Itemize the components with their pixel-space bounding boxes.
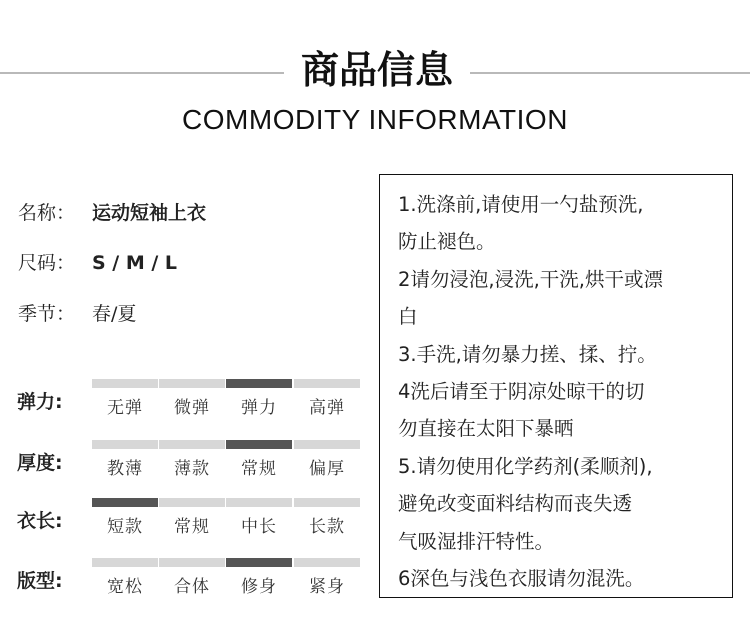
attribute-option [226, 558, 292, 598]
option-label: 紧身 [309, 577, 345, 597]
page-subtitle: COMMODITY INFORMATION [182, 104, 568, 135]
title-rule-right [470, 72, 750, 74]
option-bar-selected [226, 440, 292, 449]
option-bar [226, 498, 292, 507]
option-bar [159, 379, 225, 388]
option-label: 偏厚 [309, 459, 345, 479]
attribute-option [92, 440, 158, 480]
care-note-line: 勿直接在太阳下暴晒 [398, 417, 574, 441]
attribute-option [159, 440, 225, 480]
care-note-line: 避免改变面料结构而丧失透 [398, 492, 633, 516]
option-bar [294, 498, 360, 507]
info-value: 运动短袖上衣 [92, 202, 207, 224]
option-label: 弹力 [241, 398, 277, 418]
info-label: 季节： [18, 303, 76, 325]
attribute-option [159, 379, 225, 419]
option-bar [294, 440, 360, 449]
info-value: S / M / L [92, 252, 178, 274]
attribute-option [294, 379, 360, 419]
attribute-label: 版型: [17, 570, 63, 592]
attribute-option [159, 558, 225, 598]
care-note-line: 3.手洗,请勿暴力搓、揉、拧。 [398, 342, 657, 366]
attribute-label: 衣长: [17, 510, 63, 532]
attribute-label: 厚度: [17, 452, 63, 474]
page-title: 商品信息 [300, 47, 453, 92]
attribute-option [92, 558, 158, 598]
option-label: 常规 [174, 517, 210, 537]
care-instructions-box [379, 174, 733, 598]
care-note-line: 防止褪色。 [398, 230, 496, 254]
option-label: 常规 [241, 459, 277, 479]
title-rule-left [0, 72, 284, 74]
option-bar [159, 498, 225, 507]
option-label: 中长 [241, 517, 277, 537]
option-label: 教薄 [107, 459, 143, 479]
option-bar-selected [226, 379, 292, 388]
option-bar [92, 379, 158, 388]
option-bar [92, 440, 158, 449]
attribute-option [226, 379, 292, 419]
info-value: 春/夏 [92, 303, 137, 325]
care-note-line: 5.请勿使用化学药剂(柔顺剂), [398, 454, 653, 478]
option-label: 长款 [309, 517, 345, 537]
attribute-option [294, 498, 360, 538]
care-note-line: 2请勿浸泡,浸洗,干洗,烘干或漂 [398, 267, 664, 291]
attribute-option [92, 379, 158, 419]
option-bar-selected [226, 558, 292, 567]
option-bar-selected [92, 498, 158, 507]
attribute-label: 弹力: [17, 391, 63, 413]
care-instructions-text [398, 186, 723, 597]
info-row-name [18, 199, 206, 227]
attribute-option [226, 440, 292, 480]
info-label: 名称： [18, 202, 76, 224]
care-note-line: 1.洗涤前,请使用一勺盐预洗, [398, 193, 644, 216]
attribute-option [92, 498, 158, 538]
info-row-size [18, 249, 177, 277]
care-note-line: 白 [398, 305, 418, 329]
option-bar [294, 379, 360, 388]
attribute-option [294, 440, 360, 480]
option-label: 微弹 [174, 398, 210, 418]
care-note-line: 气吸湿排汗特性。 [398, 529, 555, 553]
option-bar [159, 558, 225, 567]
info-label: 尺码： [18, 252, 76, 274]
attribute-option [159, 498, 225, 538]
option-bar [92, 558, 158, 567]
option-label: 薄款 [174, 459, 210, 479]
option-label: 高弹 [309, 398, 345, 418]
option-label: 短款 [107, 517, 143, 537]
option-label: 合体 [174, 577, 210, 597]
info-row-season [18, 300, 136, 328]
option-label: 宽松 [107, 577, 143, 597]
attribute-option [226, 498, 292, 538]
option-bar [294, 558, 360, 567]
option-bar [159, 440, 225, 449]
care-note-line: 4洗后请至于阴凉处晾干的切 [398, 380, 645, 404]
attribute-option [294, 558, 360, 598]
option-label: 无弹 [107, 398, 143, 418]
option-label: 修身 [241, 577, 277, 597]
care-note-line: 6深色与浅色衣服请勿混洗。 [398, 567, 645, 591]
